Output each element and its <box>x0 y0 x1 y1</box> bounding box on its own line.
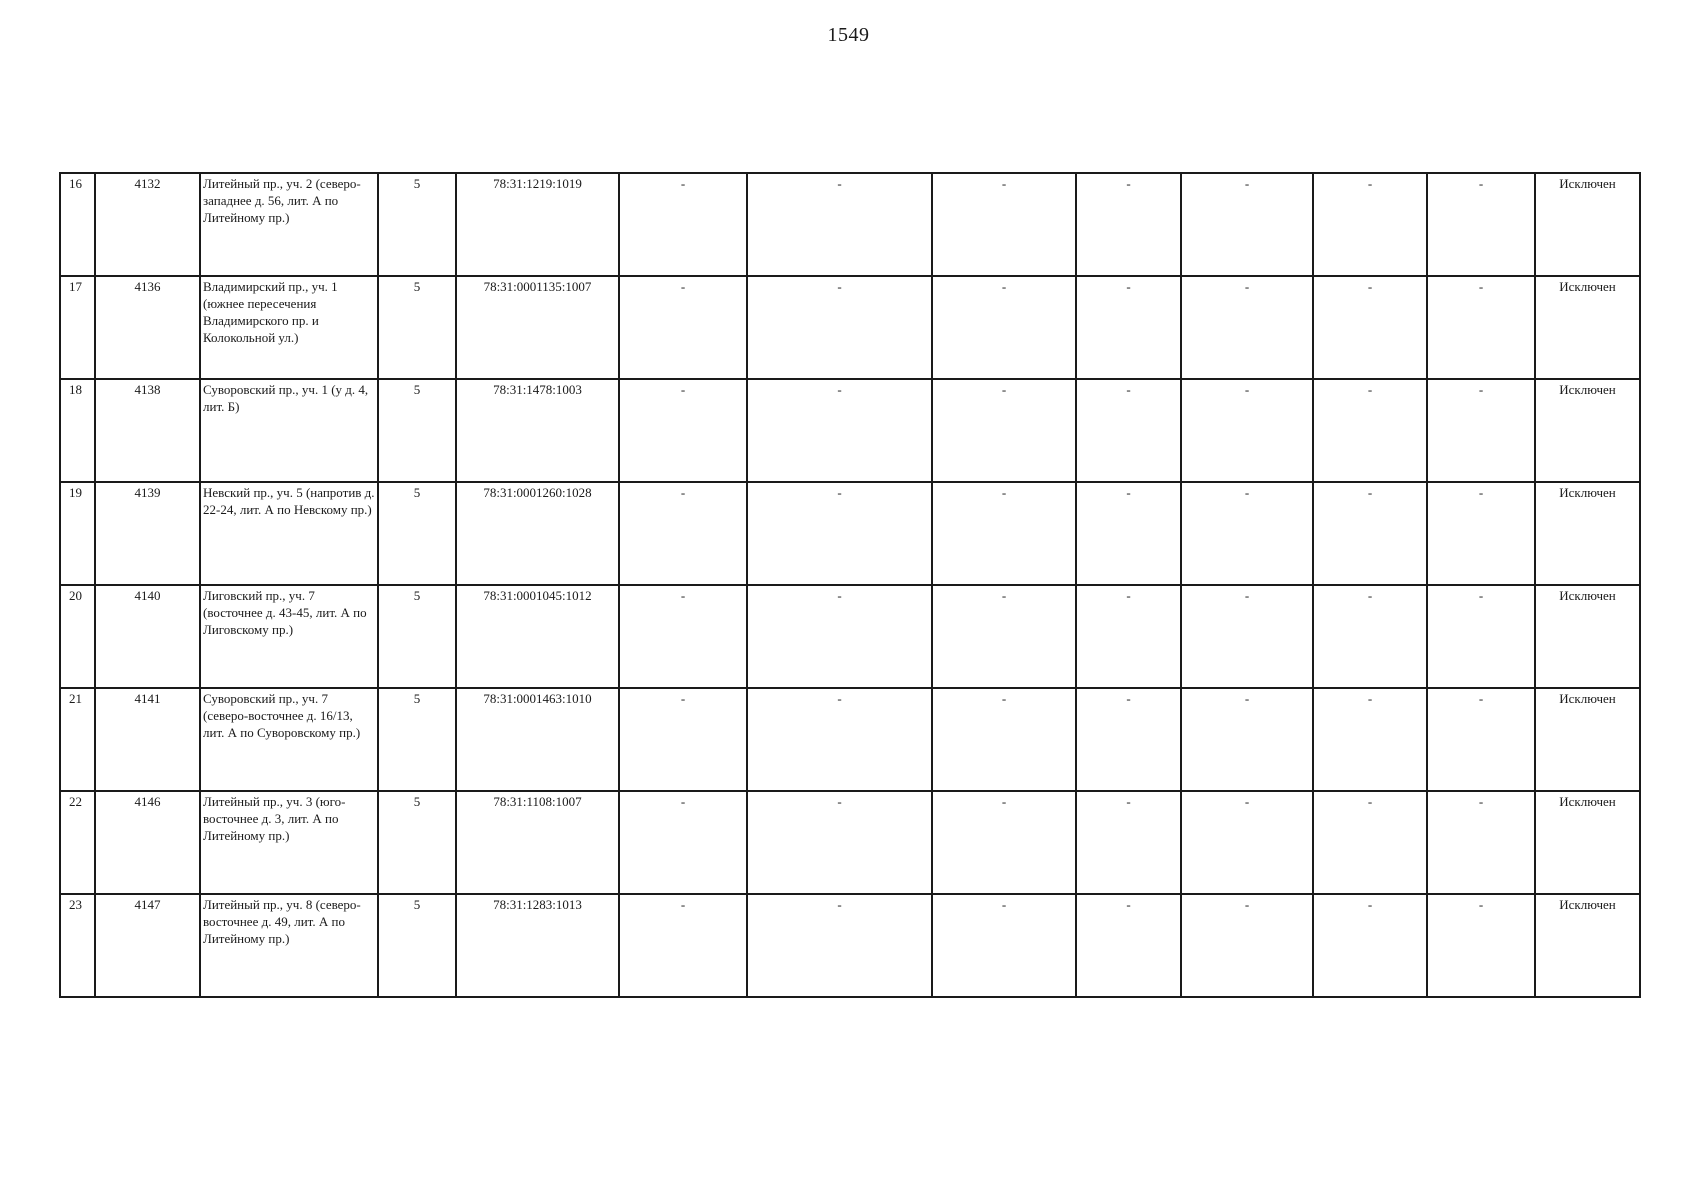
cadastral-number-cell: 78:31:0001463:1010 <box>456 688 619 791</box>
empty-value-cell: - <box>619 276 747 379</box>
row-number-cell: 16 <box>60 173 95 276</box>
address-cell: Литейный пр., уч. 2 (северо-западнее д. 56, лит. А по Литейному пр.) <box>200 173 378 276</box>
empty-value-cell: - <box>1076 482 1181 585</box>
empty-value-cell: - <box>1313 585 1427 688</box>
empty-value-cell: - <box>932 276 1076 379</box>
empty-value-cell: - <box>1313 791 1427 894</box>
empty-value-cell: - <box>932 688 1076 791</box>
empty-value-cell: - <box>747 482 932 585</box>
table-row <box>60 585 1640 688</box>
empty-value-cell: - <box>1181 688 1313 791</box>
address-cell: Невский пр., уч. 5 (напротив д. 22-24, лит. А по Невскому пр.) <box>200 482 378 585</box>
row-number-cell: 23 <box>60 894 95 997</box>
empty-value-cell: - <box>747 791 932 894</box>
empty-value-cell: - <box>1181 482 1313 585</box>
cadastral-number-cell: 78:31:0001260:1028 <box>456 482 619 585</box>
empty-value-cell: - <box>932 379 1076 482</box>
cadastral-number-cell: 78:31:1283:1013 <box>456 894 619 997</box>
cadastral-number-cell: 78:31:1108:1007 <box>456 791 619 894</box>
empty-value-cell: - <box>1313 379 1427 482</box>
empty-value-cell: - <box>1313 276 1427 379</box>
empty-value-cell: - <box>1427 894 1535 997</box>
zone-cell: 5 <box>378 173 456 276</box>
empty-value-cell: - <box>1313 894 1427 997</box>
empty-value-cell: - <box>747 173 932 276</box>
empty-value-cell: - <box>1313 173 1427 276</box>
empty-value-cell: - <box>1427 276 1535 379</box>
empty-value-cell: - <box>747 276 932 379</box>
status-cell: Исключен <box>1535 276 1640 379</box>
empty-value-cell: - <box>747 894 932 997</box>
empty-value-cell: - <box>1427 585 1535 688</box>
empty-value-cell: - <box>1181 379 1313 482</box>
empty-value-cell: - <box>747 585 932 688</box>
cadastral-number-cell: 78:31:1219:1019 <box>456 173 619 276</box>
zone-cell: 5 <box>378 585 456 688</box>
empty-value-cell: - <box>932 482 1076 585</box>
empty-value-cell: - <box>1313 482 1427 585</box>
zone-cell: 5 <box>378 791 456 894</box>
empty-value-cell: - <box>619 379 747 482</box>
row-number-cell: 21 <box>60 688 95 791</box>
object-code-cell: 4141 <box>95 688 200 791</box>
empty-value-cell: - <box>932 585 1076 688</box>
empty-value-cell: - <box>932 894 1076 997</box>
row-number-cell: 19 <box>60 482 95 585</box>
empty-value-cell: - <box>1313 688 1427 791</box>
object-code-cell: 4140 <box>95 585 200 688</box>
empty-value-cell: - <box>747 688 932 791</box>
page-number: 1549 <box>827 24 870 46</box>
empty-value-cell: - <box>932 173 1076 276</box>
empty-value-cell: - <box>1076 688 1181 791</box>
address-cell: Литейный пр., уч. 3 (юго-восточнее д. 3, лит. А по Литейному пр.) <box>200 791 378 894</box>
address-cell: Суворовский пр., уч. 1 (у д. 4, лит. Б) <box>200 379 378 482</box>
status-cell: Исключен <box>1535 791 1640 894</box>
object-code-cell: 4138 <box>95 379 200 482</box>
empty-value-cell: - <box>1427 688 1535 791</box>
empty-value-cell: - <box>1076 894 1181 997</box>
table-row <box>60 482 1640 585</box>
empty-value-cell: - <box>1427 379 1535 482</box>
status-cell: Исключен <box>1535 173 1640 276</box>
empty-value-cell: - <box>1076 276 1181 379</box>
empty-value-cell: - <box>619 894 747 997</box>
empty-value-cell: - <box>619 688 747 791</box>
empty-value-cell: - <box>1076 379 1181 482</box>
empty-value-cell: - <box>1181 791 1313 894</box>
object-code-cell: 4139 <box>95 482 200 585</box>
status-cell: Исключен <box>1535 585 1640 688</box>
zone-cell: 5 <box>378 688 456 791</box>
status-cell: Исключен <box>1535 894 1640 997</box>
table-row <box>60 791 1640 894</box>
row-number-cell: 20 <box>60 585 95 688</box>
table-row <box>60 894 1640 997</box>
empty-value-cell: - <box>747 379 932 482</box>
empty-value-cell: - <box>1427 791 1535 894</box>
zone-cell: 5 <box>378 894 456 997</box>
table-row <box>60 276 1640 379</box>
empty-value-cell: - <box>1427 173 1535 276</box>
empty-value-cell: - <box>619 585 747 688</box>
table-row <box>60 688 1640 791</box>
cadastral-number-cell: 78:31:0001045:1012 <box>456 585 619 688</box>
row-number-cell: 17 <box>60 276 95 379</box>
address-cell: Лиговский пр., уч. 7 (восточнее д. 43-45, лит. А по Лиговскому пр.) <box>200 585 378 688</box>
cadastral-number-cell: 78:31:1478:1003 <box>456 379 619 482</box>
address-cell: Литейный пр., уч. 8 (северо-восточнее д. 49, лит. А по Литейному пр.) <box>200 894 378 997</box>
empty-value-cell: - <box>1076 791 1181 894</box>
empty-value-cell: - <box>1076 585 1181 688</box>
status-cell: Исключен <box>1535 379 1640 482</box>
empty-value-cell: - <box>619 791 747 894</box>
table-row <box>60 379 1640 482</box>
object-code-cell: 4132 <box>95 173 200 276</box>
empty-value-cell: - <box>1181 894 1313 997</box>
object-code-cell: 4147 <box>95 894 200 997</box>
object-code-cell: 4136 <box>95 276 200 379</box>
zone-cell: 5 <box>378 379 456 482</box>
address-cell: Суворовский пр., уч. 7 (северо-восточнее д. 16/13, лит. А по Суворовскому пр.) <box>200 688 378 791</box>
status-cell: Исключен <box>1535 688 1640 791</box>
empty-value-cell: - <box>932 791 1076 894</box>
empty-value-cell: - <box>1181 585 1313 688</box>
table-row <box>60 173 1640 276</box>
row-number-cell: 22 <box>60 791 95 894</box>
register-table <box>59 172 1641 998</box>
object-code-cell: 4146 <box>95 791 200 894</box>
empty-value-cell: - <box>1427 482 1535 585</box>
empty-value-cell: - <box>1076 173 1181 276</box>
empty-value-cell: - <box>1181 173 1313 276</box>
row-number-cell: 18 <box>60 379 95 482</box>
cadastral-number-cell: 78:31:0001135:1007 <box>456 276 619 379</box>
table-body <box>60 173 1640 997</box>
status-cell: Исключен <box>1535 482 1640 585</box>
empty-value-cell: - <box>619 482 747 585</box>
empty-value-cell: - <box>1181 276 1313 379</box>
address-cell: Владимирский пр., уч. 1 (южнее пересечения Владимирского пр. и Колокольной ул.) <box>200 276 378 379</box>
zone-cell: 5 <box>378 482 456 585</box>
empty-value-cell: - <box>619 173 747 276</box>
zone-cell: 5 <box>378 276 456 379</box>
